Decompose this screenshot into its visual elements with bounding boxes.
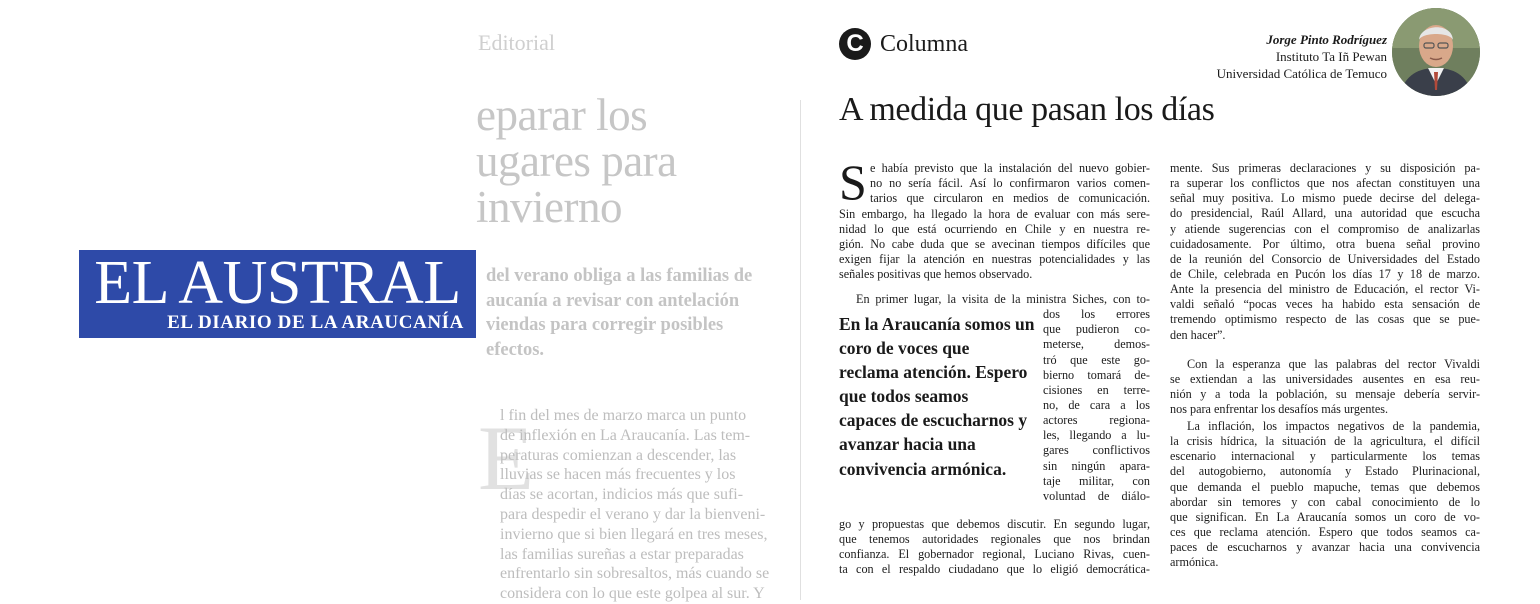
body-line: se extiendan a las universidades ausentes en esa reu- <box>1170 372 1480 387</box>
body-line: tarios que circularon en medios de comunicación. <box>870 191 1150 206</box>
editorial-body-line: de inflexión en La Araucanía. Las tem- <box>500 426 751 444</box>
logo-title: EL AUSTRAL <box>94 249 461 317</box>
pull-quote-line: avanzar hacia una <box>839 434 976 455</box>
body-line: actores regiona- <box>1043 413 1150 428</box>
author-portrait-image <box>1392 8 1480 96</box>
editorial-headline-line: ugares para <box>476 136 677 186</box>
body-line: de la reunión del Consorcio de Universidades del Estado <box>1170 251 1480 266</box>
editorial-body <box>500 406 769 604</box>
editorial-lead <box>486 264 752 362</box>
article-col2-paragraph-1 <box>1170 161 1480 343</box>
body-line: que demanda el pueblo mapuche, temas que debemos <box>1170 479 1480 494</box>
body-line: abordar sin temores y con cabal conocimiento de lo <box>1170 494 1480 509</box>
body-line: meterse, demos- <box>1043 337 1150 352</box>
body-line: tremendo optimismo respecto de las cosas que se pue- <box>1170 312 1480 327</box>
body-line: nión y a toda la población, su mensaje debería servir- <box>1170 387 1480 402</box>
section-label: Columna <box>880 31 968 57</box>
body-line: que pudieron co- <box>1043 322 1150 337</box>
body-line: señales positivas que hemos observado. <box>839 267 1033 282</box>
body-line: go y propuestas que debemos discutir. En segundo lugar, <box>839 517 1150 531</box>
body-line: Sin embargo, ha llegado la hora de evaluar con más sere- <box>839 206 1150 221</box>
body-line: del autogobierno, autonomía y Estado Plurinacional, <box>1170 464 1480 479</box>
editorial-body-line: para despedir el verano y dar la bienveni- <box>500 505 766 523</box>
body-line: dos los errores <box>1043 307 1150 322</box>
body-line: En primer lugar, la visita de la ministra Siches, con to- <box>856 292 1150 306</box>
author-portrait <box>1392 8 1480 96</box>
article-paragraph-1 <box>839 207 1150 283</box>
body-line: den hacer”. <box>1170 327 1226 342</box>
body-line: nidad lo que está ocurriendo en Chile y en nuestra re- <box>839 221 1150 236</box>
body-line: voluntad de diálo- <box>1043 488 1150 503</box>
body-line: bierno tomará de- <box>1043 367 1150 382</box>
body-line: ra superar los conflictos que nos afectan constituyen una <box>1170 176 1480 191</box>
body-line: do presidencial, Raúl Allard, una autoridad que escucha <box>1170 206 1480 221</box>
pull-quote-line: coro de voces que <box>839 338 970 359</box>
editorial-body-line: enfrentarlo sin sobresaltos, más cuando se <box>500 565 770 583</box>
body-line: escenario internacional y particularmente los temas <box>1170 449 1480 464</box>
pull-quote-line: reclama atención. Espero <box>839 362 1028 383</box>
editorial-body-line: considera con lo que este golpea al sur. Y <box>500 585 765 603</box>
article-col2-paragraph-3 <box>1170 419 1480 570</box>
body-line: cuidadosamente. Por último, otra buena señal provino <box>1170 236 1480 251</box>
editorial-section-label: Editorial <box>478 30 555 55</box>
article-headline: A medida que pasan los días <box>839 91 1215 128</box>
article-paragraph-2-end <box>839 517 1150 578</box>
pull-quote <box>839 312 1034 481</box>
editorial-body-line: invierno que si bien llegará en tres meses, <box>500 525 768 543</box>
body-line: confianza. El gobernador regional, Luciano Rivas, cuen- <box>839 547 1150 562</box>
body-line: nos para enfrentar los desafíos más urgentes. <box>1170 402 1389 417</box>
author-byline <box>1217 31 1387 82</box>
article-col2-paragraph-2 <box>1170 357 1480 418</box>
body-line: mente. Sus primeras declaraciones y su disposición pa- <box>1170 161 1480 175</box>
pull-quote-line: que todos seamos <box>839 386 969 407</box>
body-line: que tenemos autoridades regionales que nos brindan <box>839 532 1150 547</box>
author-affiliation: Universidad Católica de Temuco <box>1216 66 1387 81</box>
body-line: sin ningún apara- <box>1043 458 1150 473</box>
editorial-body-line: las familias sureñas a estar preparadas <box>500 545 744 563</box>
body-line: ces que reclama atención. Espero que todos seamos ca- <box>1170 524 1480 539</box>
logo-subtitle: EL DIARIO DE LA ARAUCANÍA <box>167 312 464 333</box>
body-line: gión. No cabe duda que se avecinan tiempos difíciles que <box>839 236 1150 251</box>
article-drop-cap: S <box>839 154 867 210</box>
body-line: Ante la presencia del ministro de Educación, el rector Vi- <box>1170 282 1480 297</box>
body-line: armónica. <box>1170 555 1219 570</box>
body-line: cisiones en terre- <box>1043 382 1150 397</box>
editorial-headline <box>476 92 677 230</box>
pull-quote-line: convivencia armónica. <box>839 458 1007 479</box>
author-affiliation: Instituto Ta Iñ Pewan <box>1275 49 1387 64</box>
column-badge-icon: C <box>839 28 871 60</box>
pull-quote-line: En la Araucanía somos un <box>839 314 1035 334</box>
body-line: señal muy positiva. Lo mismo puede decirse del delega- <box>1170 191 1480 206</box>
body-line: la crisis hídrica, la situación de la agricultura, el difícil <box>1170 434 1480 449</box>
body-line: no no sería fácil. Así lo confirmaron varios comen- <box>870 176 1150 191</box>
pull-quote-line: capaces de escucharnos y <box>839 410 1028 431</box>
article-paragraph-2-first <box>856 292 1150 307</box>
newspaper-logo <box>79 250 476 338</box>
body-line: no, de cara a los <box>1043 398 1150 413</box>
editorial-body-line: lluvias se hacen más frecuentes y los <box>500 466 736 484</box>
body-line: gares conflictivos <box>1043 443 1150 458</box>
body-line: tró que este go- <box>1043 352 1150 367</box>
author-name: Jorge Pinto Rodríguez <box>1266 32 1387 47</box>
body-line: ta con el respaldo ciudadano que lo eligió democrática- <box>839 562 1150 577</box>
body-line: les, llegando a lu- <box>1043 428 1150 443</box>
editorial-body-line: días se acortan, indicios más que sufi- <box>500 486 744 504</box>
body-line: de Chile, celebrada en Pucón los días 17 y 18 de marzo. <box>1170 266 1480 281</box>
article-intro <box>870 161 1150 206</box>
article-narrow-column <box>1043 307 1150 504</box>
body-line: valdi señaló “pocas veces ha habido esta sensación de <box>1170 297 1480 312</box>
editorial-lead-line: efectos. <box>486 339 545 360</box>
body-line: La inflación, los impactos negativos de la pandemia, <box>1187 419 1480 433</box>
editorial-headline-line: eparar los <box>476 90 648 140</box>
body-line: Con la esperanza que las palabras del rector Vivaldi <box>1187 357 1480 371</box>
editorial-body-line: peraturas comienzan a descender, las <box>500 446 737 464</box>
body-line: exigen fijar la atención en nuestras potencialidades y las <box>839 251 1150 266</box>
editorial-lead-line: viendas para corregir posibles <box>486 315 724 335</box>
editorial-drop-cap: E <box>478 407 535 509</box>
body-line: y atiende sugerencias con el compromiso de analizarlas <box>1170 221 1480 236</box>
body-line: paces de escucharnos y avanzar hacia una convivencia <box>1170 540 1480 555</box>
body-line: que significan. En La Araucanía somos un coro de vo- <box>1170 509 1480 524</box>
editorial-lead-line: aucanía a revisar con antelación <box>486 290 740 311</box>
editorial-body-line: l fin del mes de marzo marca un punto <box>500 407 747 424</box>
editorial-lead-line: del verano obliga a las familias de <box>486 266 753 286</box>
body-line: e había previsto que la instalación del nuevo gobier- <box>870 161 1150 175</box>
body-line: taje militar, con <box>1043 473 1150 488</box>
editorial-headline-line: invierno <box>476 182 622 232</box>
column-divider <box>800 100 801 600</box>
